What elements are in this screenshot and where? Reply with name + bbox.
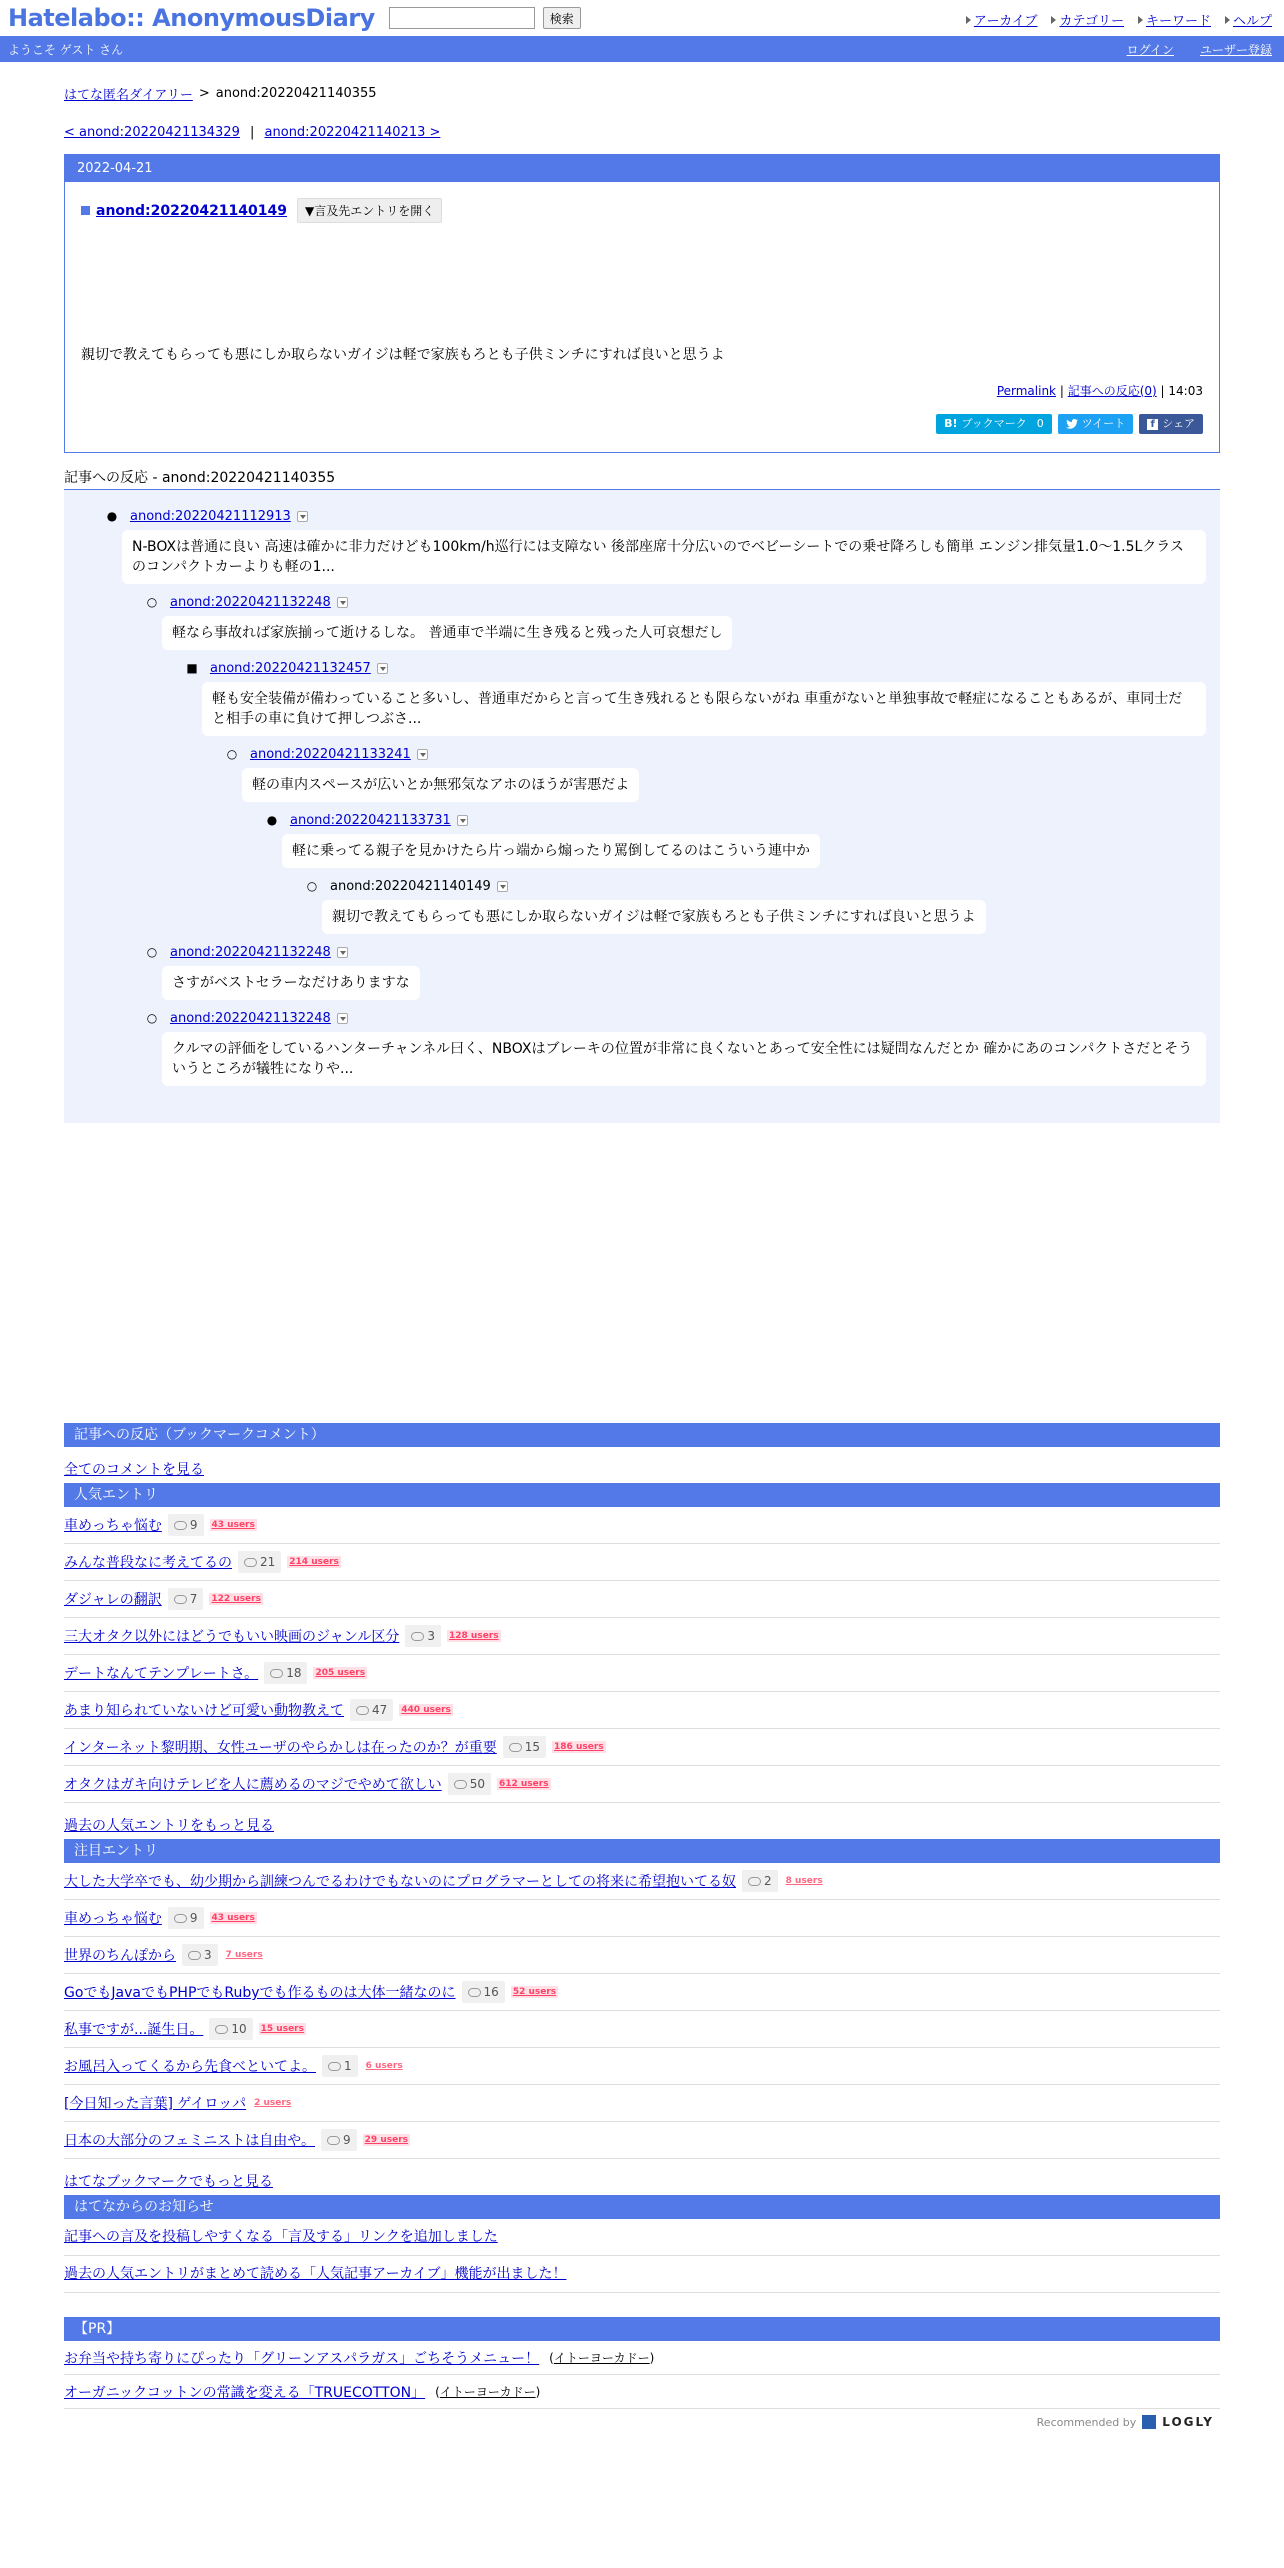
reaction-item [266,810,1206,868]
hot-more-link[interactable]: はてなブックマークでもっと見る [64,2174,274,2190]
pr-title: 【PR】 [64,2317,1220,2341]
comment-count: 9 [343,2133,351,2147]
entry-link[interactable]: 私事ですが...誕生日。 [64,2022,204,2038]
reaction-link[interactable]: anond:20220421133241 [250,746,411,762]
reaction-link[interactable]: anond:20220421132248 [170,1010,331,1026]
entry-link[interactable]: お風呂入ってくるから先食べといてよ。 [64,2059,316,2075]
entry-row [64,1581,1220,1618]
comment-count-chip[interactable] [264,1662,307,1684]
pr-shop: (イトーヨーカドー) [549,2351,655,2365]
bullet-circle: ○ [146,945,158,959]
square-icon [81,206,90,215]
comment-count: 21 [260,1555,276,1569]
reaction-bubble: N-BOXは普通に良い 高速は確かに非力だけども100km/h巡行には支障ない 後部座席十分広いのでベビーシートでの乗せ降ろしも簡単 エンジン排気量1.0～1.5Lクラスのコンパクトカーよりも軽の1... [122,530,1206,584]
reaction-current-id: anond:20220421140149 [330,878,491,894]
reaction-item [146,592,1206,650]
comment-icon [454,1780,467,1789]
entry-row [64,1507,1220,1544]
reaction-link[interactable]: anond:20220421132248 [170,944,331,960]
dropdown-icon[interactable] [457,815,468,826]
comment-count: 9 [189,1518,198,1532]
pr-shop-link[interactable]: イトーヨーカドー [553,2351,650,2365]
reaction-bubble: 親切で教えてもらっても悪にしか取らないガイジは軽で家族もろとも子供ミンチにすれば良いと思うよ [322,900,986,934]
comment-count: 47 [372,1703,388,1717]
recommended-by-text: Recommended by [1036,2415,1137,2429]
reaction-item [146,942,1206,1000]
share-buttons [936,414,1203,434]
comment-count: 2 [764,1874,772,1888]
comment-icon [244,1558,257,1567]
comment-icon [215,2025,228,2034]
entry-row [64,1937,1220,1974]
reaction-link[interactable]: anond:20220421112913 [130,508,291,524]
search-input[interactable] [389,7,535,29]
comment-count-chip[interactable] [238,1551,281,1573]
reaction-link[interactable]: anond:20220421133731 [290,812,451,828]
tweet-button[interactable] [1058,414,1133,434]
site-logo[interactable]: Hatelabo:: AnonymousDiary [8,4,375,32]
reaction-item [146,1008,1206,1086]
comment-count-chip[interactable] [462,1981,505,2003]
comment-count: 10 [231,2022,247,2036]
dropdown-icon[interactable] [337,1013,348,1024]
entry-link[interactable]: GoでもJavaでもPHPでもRubyでも作るものは大体一緒なのに [64,1985,456,2001]
open-refs-button[interactable]: ▼言及先エントリを開く [297,198,442,223]
reaction-item [226,744,1206,802]
bullet-disc: ● [266,813,278,827]
bullet-circle: ○ [226,747,238,761]
users-badge[interactable]: 43 users [211,1520,255,1530]
reaction-bubble: 軽なら事故れば家族揃って逝けるしな。 普通車で半端に生き残ると残った人可哀想だし [162,616,732,650]
comment-count-chip[interactable] [168,1907,204,1929]
reaction-head [106,506,1206,526]
dropdown-icon[interactable] [497,881,508,892]
reaction-item [186,658,1206,736]
comment-icon [328,2062,341,2071]
hot-more-row [64,2159,1220,2195]
users-badge[interactable]: 440 users [401,1705,451,1715]
comment-count: 15 [524,1740,541,1754]
hot-entries-title: 注目エントリ [64,1839,1220,1863]
day-section [64,154,1220,453]
entry-row [64,1863,1220,1900]
entry-title-row [81,198,1203,223]
users-badge[interactable]: 43 users [211,1913,255,1923]
comment-icon [468,1988,481,1997]
comment-icon [174,1914,187,1923]
users-badge[interactable]: 7 users [225,1950,263,1960]
arrow-right-icon [1225,16,1230,24]
facebook-icon: f [1147,419,1158,430]
reaction-item-current [306,876,1206,934]
tweet-label: ツイート [1081,417,1126,430]
entry-link[interactable]: ダジャレの翻訳 [64,1592,162,1608]
comment-count: 50 [469,1777,485,1791]
notices-title: はてなからのお知らせ [64,2195,1220,2219]
entry-row [64,1974,1220,2011]
bookmark-comments-title: 記事への反応（ブックマークコメント） [64,1423,1220,1447]
notice-link[interactable]: 記事への言及を投稿しやすくなる「言及する」リンクを追加しました [64,2229,498,2245]
bullet-disc: ● [106,509,118,523]
users-badge[interactable]: 128 users [449,1631,499,1641]
comment-count: 3 [204,1948,212,1962]
entry-link[interactable]: インターネット黎明期、女性ユーザのやらかしは在ったのか？が重要 [64,1740,497,1756]
users-badge[interactable]: 205 users [315,1668,366,1678]
users-badge[interactable]: 8 users [785,1876,823,1886]
entry-row [64,2122,1220,2159]
comment-count: 16 [483,1985,499,1999]
reactions-heading: 記事への反応 - anond:20220421140355 [64,467,1220,490]
comment-icon [509,1743,522,1752]
notice-item [64,2219,1220,2256]
comment-count-chip[interactable] [321,2129,357,2151]
breadcrumb-separator: > [198,86,210,101]
facebook-share-button[interactable] [1139,414,1203,434]
pr-link[interactable]: お弁当や持ち寄りにぴったり「グリーンアスパラガス」ごちそうメニュー！ [64,2350,540,2367]
hatebu-label: ブックマーク [961,417,1027,430]
nav-archive [966,10,1038,29]
breadcrumb-home-link[interactable]: はてな匿名ダイアリー [64,88,193,103]
reaction-bubble: クルマの評価をしているハンターチャンネル曰く、NBOXはブレーキの位置が非常に良くないとあって安全性には疑問なんだとか 確かにあのコンパクトさだとそういうところが犠牲になりや... [162,1032,1206,1086]
entry-link[interactable]: 大した大学卒でも、幼少期から訓練つんでるわけでもないのにプログラマーとしての将来に希望抱いてる奴 [64,1874,736,1890]
reactions-link[interactable]: 記事への反応(0) [1067,384,1157,398]
welcome-text: ようこそ ゲスト さん [8,42,124,57]
comment-icon [748,1877,761,1886]
entry-link[interactable]: みんな普段なに考えてるの [64,1555,232,1571]
dropdown-icon[interactable] [417,749,428,760]
logly-logo-text[interactable]: LOGLY [1162,2415,1214,2429]
arrow-right-icon [1051,16,1056,24]
entry-time: 14:03 [1168,384,1203,398]
hatebu-button[interactable] [936,414,1052,434]
reaction-head [146,1008,1206,1028]
users-badge[interactable]: 52 users [512,1987,557,1997]
users-badge[interactable]: 122 users [211,1594,261,1604]
reaction-bubble: さすがベストセラーなだけありますな [162,966,420,1000]
logly-credit [64,2415,1220,2429]
top-nav [966,10,1272,29]
hatebu-count: 0 [1036,417,1044,430]
notice-link[interactable]: 過去の人気エントリがまとめて読める「人気記事アーカイブ」機能が出ました！ [64,2266,567,2282]
nav-category [1051,10,1123,29]
entry-link[interactable]: 日本の大部分のフェミニストは自由や。 [64,2133,316,2149]
entry-link[interactable]: [今日知った言葉] ゲイロッパ [64,2096,247,2112]
entry-row [64,1729,1220,1766]
nav-help [1225,10,1272,29]
users-badge[interactable]: 15 users [260,2024,304,2034]
comment-count-chip[interactable] [182,1944,218,1966]
lower-sections [64,1423,1220,2429]
bullet-circle: ○ [306,879,318,893]
account-links [1127,41,1272,58]
footer-separator: | [1160,384,1165,398]
comment-icon [356,1706,369,1715]
popular-entries-list [64,1507,1220,1803]
nav-archive-link[interactable]: アーカイブ [973,14,1038,29]
entry-title-link[interactable]: anond:20220421140149 [96,202,287,219]
dropdown-icon[interactable] [337,597,348,608]
register-link[interactable]: ユーザー登録 [1199,42,1272,57]
entry-row [64,2085,1220,2122]
users-badge[interactable]: 2 users [254,2098,292,2108]
welcome-bar [0,36,1284,62]
comment-count-chip[interactable] [322,2055,358,2077]
reaction-head [186,658,1206,678]
entry-link[interactable]: デートなんてテンプレートさ。 [64,1666,259,1682]
entry-footer [997,382,1203,399]
entry-link[interactable]: 車めっちゃ悩む [64,1518,162,1534]
search-box [389,7,581,29]
entry-link[interactable]: オタクはガキ向けテレビを人に薦めるのマジでやめて欲しい [64,1777,442,1793]
all-comments-row [64,1447,1220,1483]
hot-entries-list [64,1863,1220,2159]
bullet-circle: ○ [146,595,158,609]
prev-entry-link[interactable]: < anond:20220421134329 [64,125,240,140]
nav-keyword [1138,10,1211,29]
reaction-head [306,876,1206,896]
entry-row [64,2011,1220,2048]
reaction-bubble: 軽も安全装備が備わっていること多いし、普通車だからと言って生き残れるとも限らないがね 車重がないと単独事故で軽症になることもあるが、車同士だと相手の車に負けて押しつぶさ... [202,682,1206,736]
reaction-bubble: 軽の車内スペースが広いとか無邪気なアホのほうが害悪だよ [242,768,639,802]
comment-icon [174,1521,187,1530]
pager-separator: | [250,125,255,140]
comment-count: 3 [427,1629,436,1643]
entry-row [64,1618,1220,1655]
pr-link[interactable]: オーガニックコットンの常識を変える「TRUECOTTON」 [64,2384,426,2401]
entry-body: 親切で教えてもらっても悪にしか取らないガイジは軽で家族もろとも子供ミンチにすれば良いと思うよ [81,347,725,363]
nav-keyword-link[interactable]: キーワード [1145,14,1211,29]
reaction-bubble: 軽に乗ってる親子を見かけたら片っ端から煽ったり罵倒してるのはこういう連中か [282,834,820,868]
site-header [0,0,1284,36]
entry-title [81,203,287,219]
comment-count: 18 [286,1666,302,1680]
entry-link[interactable]: あまり知られていないけど可愛い動物教えて [64,1703,344,1719]
reaction-link[interactable]: anond:20220421132457 [210,660,371,676]
comment-count: 1 [344,2059,352,2073]
dropdown-icon[interactable] [337,947,348,958]
popular-entries-title: 人気エントリ [64,1483,1220,1507]
bullet-square: ■ [186,661,198,675]
reaction-head [146,592,1206,612]
pr-shop: (イトーヨーカドー) [435,2385,541,2399]
users-badge[interactable]: 29 users [364,2135,408,2145]
entry-pager [64,125,1220,140]
reaction-head [146,942,1206,962]
reactions-tree [64,490,1220,1123]
reaction-head [226,744,1206,764]
pr-shop-link[interactable]: イトーヨーカドー [439,2385,536,2399]
all-comments-link[interactable]: 全てのコメントを見る [64,1462,204,1478]
popular-more-link[interactable]: 過去の人気エントリをもっと見る [64,1818,274,1834]
reaction-link[interactable]: anond:20220421132248 [170,594,331,610]
arrow-right-icon [1138,16,1143,24]
pr-item [64,2341,1220,2375]
nav-help-link[interactable]: ヘルプ [1232,14,1272,29]
comment-count-chip[interactable] [405,1625,441,1647]
entry-row [64,2048,1220,2085]
login-link[interactable]: ログイン [1126,42,1174,57]
users-badge[interactable]: 186 users [554,1742,604,1752]
permalink-link[interactable]: Permalink [996,384,1056,398]
comment-icon [188,1951,201,1960]
comment-count-chip[interactable] [742,1870,778,1892]
users-badge[interactable]: 612 users [499,1779,549,1789]
comment-icon [327,2136,340,2145]
entry-row [64,1766,1220,1803]
comment-count-chip[interactable] [168,1514,204,1536]
main-content [64,84,1220,2429]
users-badge[interactable]: 6 users [365,2061,403,2071]
comment-count-chip[interactable] [448,1773,491,1795]
popular-more-row [64,1803,1220,1839]
comment-count-chip[interactable] [209,2018,252,2040]
comment-count-chip[interactable] [503,1736,546,1758]
hatebu-icon: B! [944,417,958,430]
pr-item [64,2375,1220,2409]
breadcrumb [64,84,1220,103]
comment-count-chip[interactable] [168,1588,204,1610]
comment-count: 9 [189,1911,198,1925]
entry-link[interactable]: 車めっちゃ悩む [64,1911,162,1927]
entry-link[interactable]: 三大オタク以外にはどうでもいい映画のジャンル区分 [64,1629,400,1645]
twitter-icon [1066,419,1078,429]
nav-category-link[interactable]: カテゴリー [1059,14,1124,29]
arrow-right-icon [966,16,971,24]
dropdown-icon[interactable] [297,511,308,522]
entry-row [64,1900,1220,1937]
entry-row [64,1544,1220,1581]
comment-count: 7 [189,1592,198,1606]
breadcrumb-current: anond:20220421140355 [215,86,377,101]
bullet-circle: ○ [146,1011,158,1025]
entry-section [65,182,1219,452]
notice-item [64,2256,1220,2293]
comment-icon [174,1595,187,1604]
logly-logo-icon [1142,2415,1156,2429]
search-button[interactable]: 検索 [543,7,581,29]
day-date: 2022-04-21 [65,155,1219,182]
facebook-share-label: シェア [1162,417,1195,430]
comment-count-chip[interactable] [350,1699,393,1721]
entry-row [64,1655,1220,1692]
reaction-head [266,810,1206,830]
entry-row [64,1692,1220,1729]
footer-separator: | [1059,384,1064,398]
reaction-item [106,506,1206,584]
comment-icon [270,1669,283,1678]
comment-icon [411,1632,424,1641]
dropdown-icon[interactable] [377,663,388,674]
next-entry-link[interactable]: anond:20220421140213 > [264,125,441,140]
entry-link[interactable]: 世界のちんぽから [64,1948,176,1964]
users-badge[interactable]: 214 users [289,1557,339,1567]
